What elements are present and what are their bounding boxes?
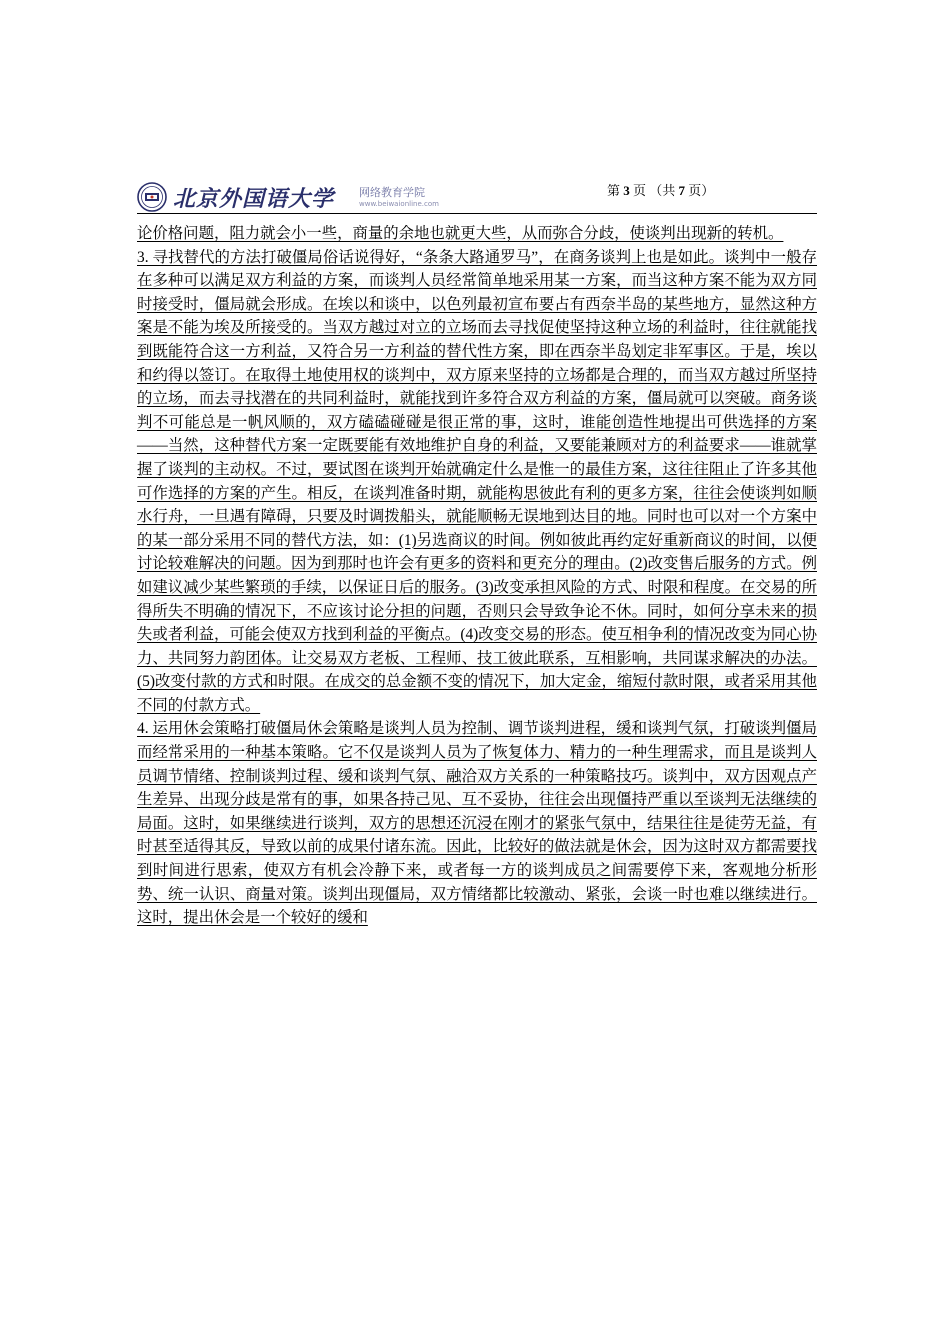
university-seal-logo: [137, 182, 167, 212]
page-label-suffix: 页）: [688, 183, 715, 198]
paragraph-alternative-methods: 3. 寻找替代的方法打破僵局俗话说得好，“条条大路通罗马”，在商务谈判上也是如此。谈判中一般存在多种可以满足双方利益的方案，而谈判人员经常简单地采用某一方案，而当这种方案不能为双方同时接受时，僵局就会形成。在埃以和谈中，以色列最初宣布要占有西奈半岛的某些地方，显然这种方案是不能为埃及所接受的。当双方越过对立的立场而去寻找促使坚持这种立场的利益时，往往就能找到既能符合这一方利益，又符合另一方利益的替代性方案，即在西奈半岛划定非军事区。于是，埃以和约得以签订。在取得土地使用权的谈判中，双方原来坚持的立场都是合理的，而当双方越过所坚持的立场，而去寻找潜在的共同利益时，就能找到许多符合双方利益的方案，僵局就可以突破。商务谈判不可能总是一帆风顺的，双方磕磕碰碰是很正常的事，这时，谁能创造性地提出可供选择的方案——当然，这种替代方案一定既要能有效地维护自身的利益，又要能兼顾对方的利益要求——谁就掌握了谈判的主动权。不过，要试图在谈判开始就确定什么是惟一的最佳方案，这往往阻止了许多其他可作选择的方案的产生。相反，在谈判准备时期，就能构思彼此有利的更多方案，往往会使谈判如顺水行舟，一旦遇有障碍，只要及时调拨船头，就能顺畅无误地到达目的地。同时也可以对一个方案中的某一部分采用不同的替代方法，如：(1)另选商议的时间。例如彼此再约定好重新商议的时间，以便讨论较难解决的问题。因为到那时也许会有更多的资料和更充分的理由。(2)改变售后服务的方式。例如建议减少某些繁琐的手续，以保证日后的服务。(3)改变承担风险的方式、时限和程度。在交易的所得所失不明确的情况下，不应该讨论分担的问题，否则只会导致争论不休。同时，如何分享未来的损失或者利益，可能会使双方找到利益的平衡点。(4)改变交易的形态。使互相争利的情况改变为同心协力、共同努力韵团体。让交易双方老板、工程师、技工彼此联系，互相影响，共同谋求解决的办法。(5)改变付款的方式和时限。在成交的总金额不变的情况下，加大定金，缩短付款时限，或者采用其他不同的付款方式。: [137, 248, 817, 714]
logo-subtitle: 网络教育学院: [359, 186, 425, 199]
total-pages-number: 7: [678, 183, 686, 198]
paragraph-continuation: 论价格问题，阻力就会小一些，商量的余地也就更大些，从而弥合分歧，使谈判出现新的转机。: [137, 225, 784, 242]
page-counter: [607, 180, 714, 199]
header-divider: [137, 213, 817, 214]
document-body: [137, 222, 817, 930]
logo-wordmark: 北京外国语大学: [173, 186, 335, 212]
page-label-middle: 页 （共: [633, 183, 676, 198]
page-header: [137, 180, 817, 214]
paragraph-recess-strategy: 4. 运用休会策略打破僵局休会策略是谈判人员为控制、调节谈判进程，缓和谈判气氛，打破谈判僵局而经常采用的一种基本策略。它不仅是谈判人员为了恢复体力、精力的一种生理需求，而且是谈判人员调节情绪、控制谈判过程、缓和谈判气氛、融洽双方关系的一种策略技巧。谈判中，双方因观点产生差异、出现分歧是常有的事，如果各持己见、互不妥协，往往会出现僵持严重以至谈判无法继续的局面。这时，如果继续进行谈判，双方的思想还沉浸在刚才的紧张气氛中，结果往往是徒劳无益，有时甚至适得其反，导致以前的成果付诸东流。因此，比较好的做法就是休会，因为这时双方都需要找到时间进行思索，使双方有机会冷静下来，或者每一方的谈判成员之间需要停下来，客观地分析形势、统一认识、商量对策。谈判出现僵局，双方情绪都比较激动、紧张，会谈一时也难以继续进行。这时，提出休会是一个较好的缓和: [137, 720, 817, 927]
page-label-prefix: 第: [607, 183, 621, 198]
logo-url: www.beiwaionline.com: [359, 200, 439, 208]
current-page-number: 3: [623, 183, 630, 198]
